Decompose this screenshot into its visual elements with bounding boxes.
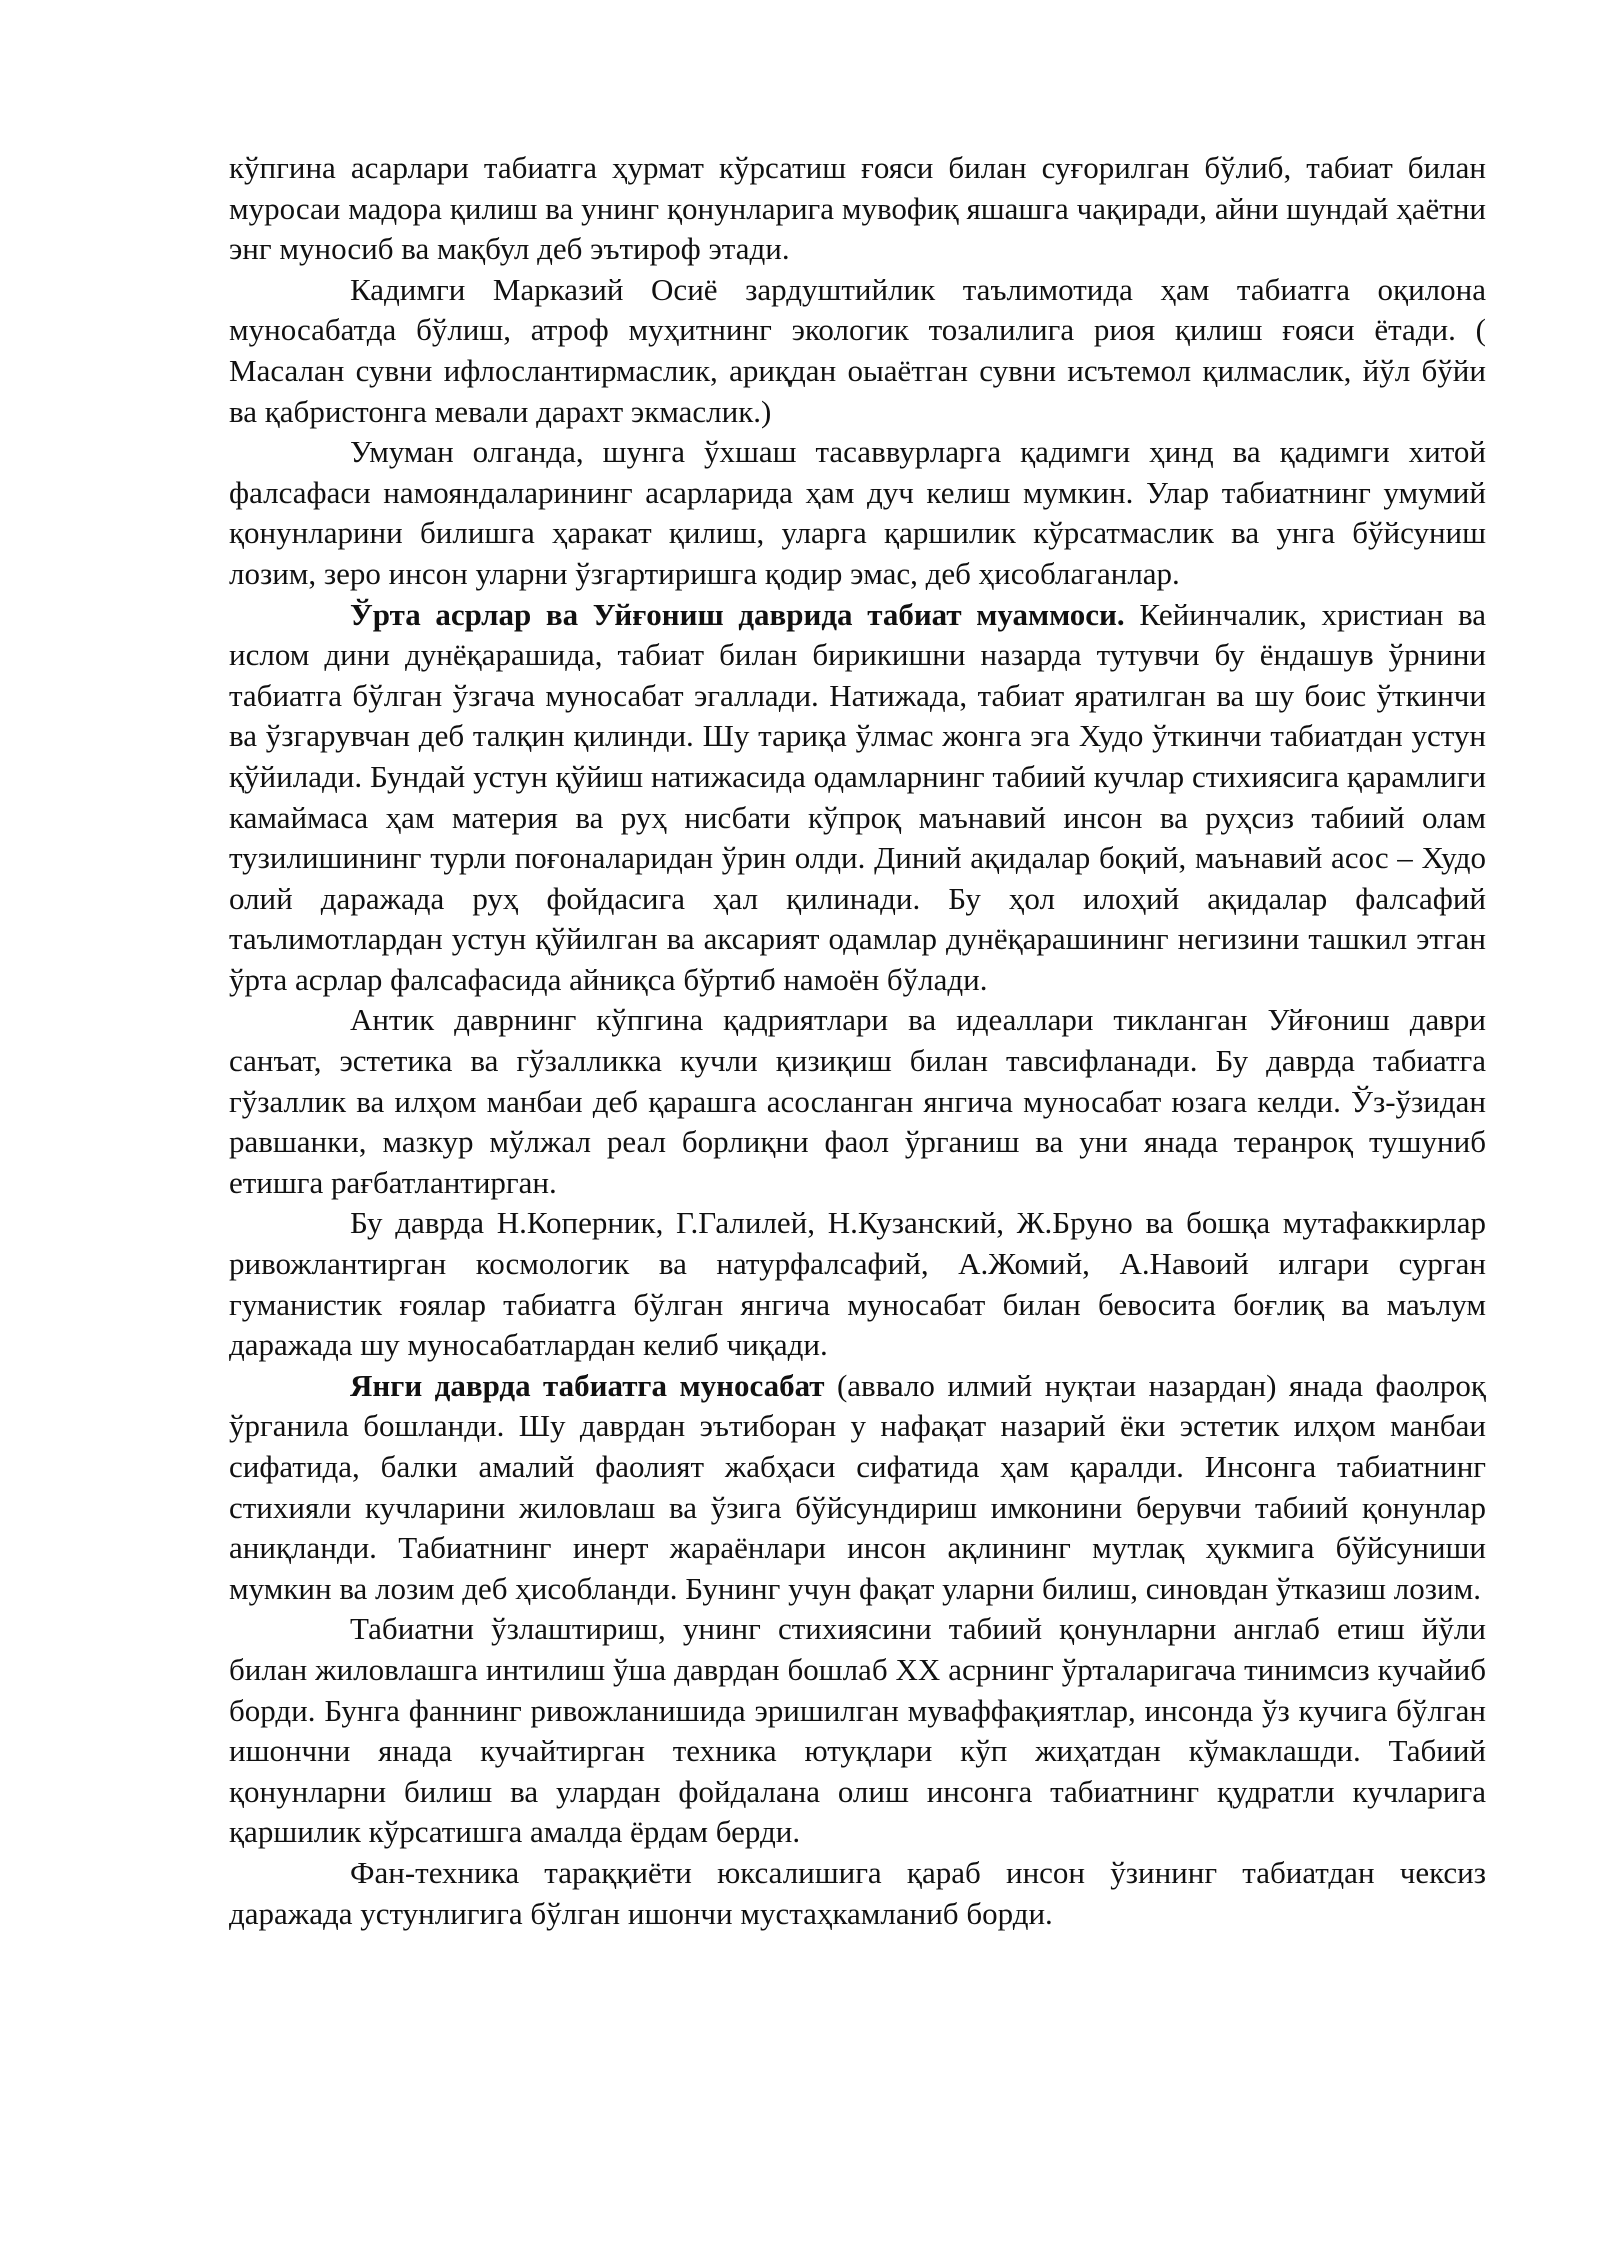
paragraph-7: [229, 1366, 1486, 1610]
paragraph-4-text: Кейинчалик, христиан ва ислом дини дунёқарашида, табиат билан бирикишни назарда тутувчи бу ёндашув ўрнини табиатга бўлган ўзгача муносабат эгаллади. Натижада, табиат яратилган ва шу боис ўткинчи ва ўзгарувчан деб талқин қилинди. Шу тариқа ўлмас жонга эга Худо ўткинчи табиатдан устун қўйилади. Бундай устун қўйиш натижасида одамларнинг табиий кучлар стихиясига қарамлиги камаймаса ҳам материя ва руҳ нисбати кўпроқ маънавий инсон ва руҳсиз табиий олам тузилишининг турли поғоналаридан ўрин олди. Диний ақидалар боқий, маънавий асос – Худо олий даражада руҳ фойдасига ҳал қилинади. Бу ҳол илоҳий ақидалар фалсафий таълимотлардан устун қўйилган ва аксарият одамлар дунёқарашининг негизини ташкил этган ўрта асрлар фалсафасида айниқса бўртиб намоён бўлади.: [229, 596, 1486, 997]
paragraph-1-text: кўпгина асарлари табиатга ҳурмат кўрсатиш ғояси билан суғорилган бўлиб, табиат билан муросаи мадора қилиш ва унинг қонунларига мувофиқ яшашга чақиради, айни шундай ҳаётни энг муносиб ва мақбул деб эътироф этади.: [229, 150, 1486, 267]
paragraph-8-text: Табиатни ўзлаштириш, унинг стихиясини табиий қонунларни англаб етиш йўли билан жиловлашга интилиш ўша даврдан бошлаб XX асрнинг ўрталаригача тинимсиз кучайиб борди. Бунга фаннинг ривожланишида эришилган муваффақиятлар, инсонда ўз кучига бўлган ишончни янада кучайтирган техника ютуқлари кўп жиҳатдан кўмаклашди. Табиий қонунларни билиш ва улардан фойдалана олиш инсонга табиатнинг қудратли кучларига қаршилик кўрсатишга амалда ёрдам берди.: [229, 1611, 1486, 1850]
paragraph-7-text: (аввало илмий нуқтаи назардан) янада фаолроқ ўрганила бошланди. Шу даврдан эътиборан у нафақат назарий ёки эстетик илҳом манбаи сифатида, балки амалий фаолият жабҳаси сифатида ҳам қаралди. Инсонга табиатнинг стихияли кучларини жиловлаш ва ўзига бўйсундириш имконини берувчи табиий қонунлар аниқланди. Табиатнинг инерт жараёнлари инсон ақлининг мутлақ ҳукмига бўйсуниши мумкин ва лозим деб ҳисобланди. Бунинг учун фақат уларни билиш, синовдан ўтказиш лозим.: [229, 1367, 1486, 1606]
paragraph-1: [229, 148, 1486, 270]
section-heading-modern-era: Янги даврда табиатга муносабат: [350, 1367, 825, 1403]
paragraph-3-text: Умуман олганда, шунга ўхшаш тасаввурларга қадимги ҳинд ва қадимги хитой фалсафаси намояндаларининг асарларида ҳам дуч келиш мумкин. Улар табиатнинг умумий қонунларини билишга ҳаракат қилиш, уларга қаршилик кўрсатмаслик ва унга бўйсуниш лозим, зеро инсон уларни ўзгартиришга қодир эмас, деб ҳисоблаганлар.: [229, 434, 1486, 591]
paragraph-2: [229, 270, 1486, 432]
paragraph-2-text: Кадимги Марказий Осиё зардуштийлик таълимотида ҳам табиатга оқилона муносабатда бўлиш, атроф муҳитнинг экологик тозалилига риоя қилиш ғояси ётади. ( Масалан сувни ифлослантирмаслик, ариқдан оыаётган сувни исътемол қилмаслик, йўл бўйи ва қабристонга мевали дарахт экмаслик.): [229, 271, 1486, 429]
paragraph-3: [229, 432, 1486, 594]
paragraph-9: [229, 1853, 1486, 1934]
paragraph-6-text: Бу даврда Н.Коперник, Г.Галилей, Н.Кузанский, Ж.Бруно ва бошқа мутафаккирлар ривожлантирган космологик ва натурфалсафий, А.Жомий, А.Навоий илгари сурган гуманистик ғоялар табиатга бўлган янгича муносабат билан бевосита боғлиқ ва маълум даражада шу муносабатлардан келиб чиқади.: [229, 1205, 1486, 1363]
paragraph-8: [229, 1609, 1486, 1853]
paragraph-5-text: Антик даврнинг кўпгина қадриятлари ва идеаллари тикланган Уйғониш даври санъат, эстетика ва гўзалликка кучли қизиқиш билан тавсифланади. Бу даврда табиатга гўзаллик ва илҳом манбаи деб қарашга асосланган янгича муносабат юзага келди. Ўз-ўзидан равшанки, мазкур мўлжал реал борлиқни фаол ўрганиш ва уни янада теранроқ тушуниб етишга рағбатлантирган.: [229, 1002, 1486, 1200]
document-page: [229, 148, 1486, 1934]
paragraph-6: [229, 1203, 1486, 1365]
paragraph-5: [229, 1000, 1486, 1203]
paragraph-4: [229, 595, 1486, 1001]
paragraph-9-text: Фан-техника тараққиёти юксалишига қараб инсон ўзининг табиатдан чексиз даражада устунлигига бўлган ишончи мустаҳкамланиб борди.: [229, 1854, 1486, 1931]
section-heading-middle-ages: Ўрта асрлар ва Уйғониш даврида табиат муаммоси.: [350, 596, 1125, 632]
